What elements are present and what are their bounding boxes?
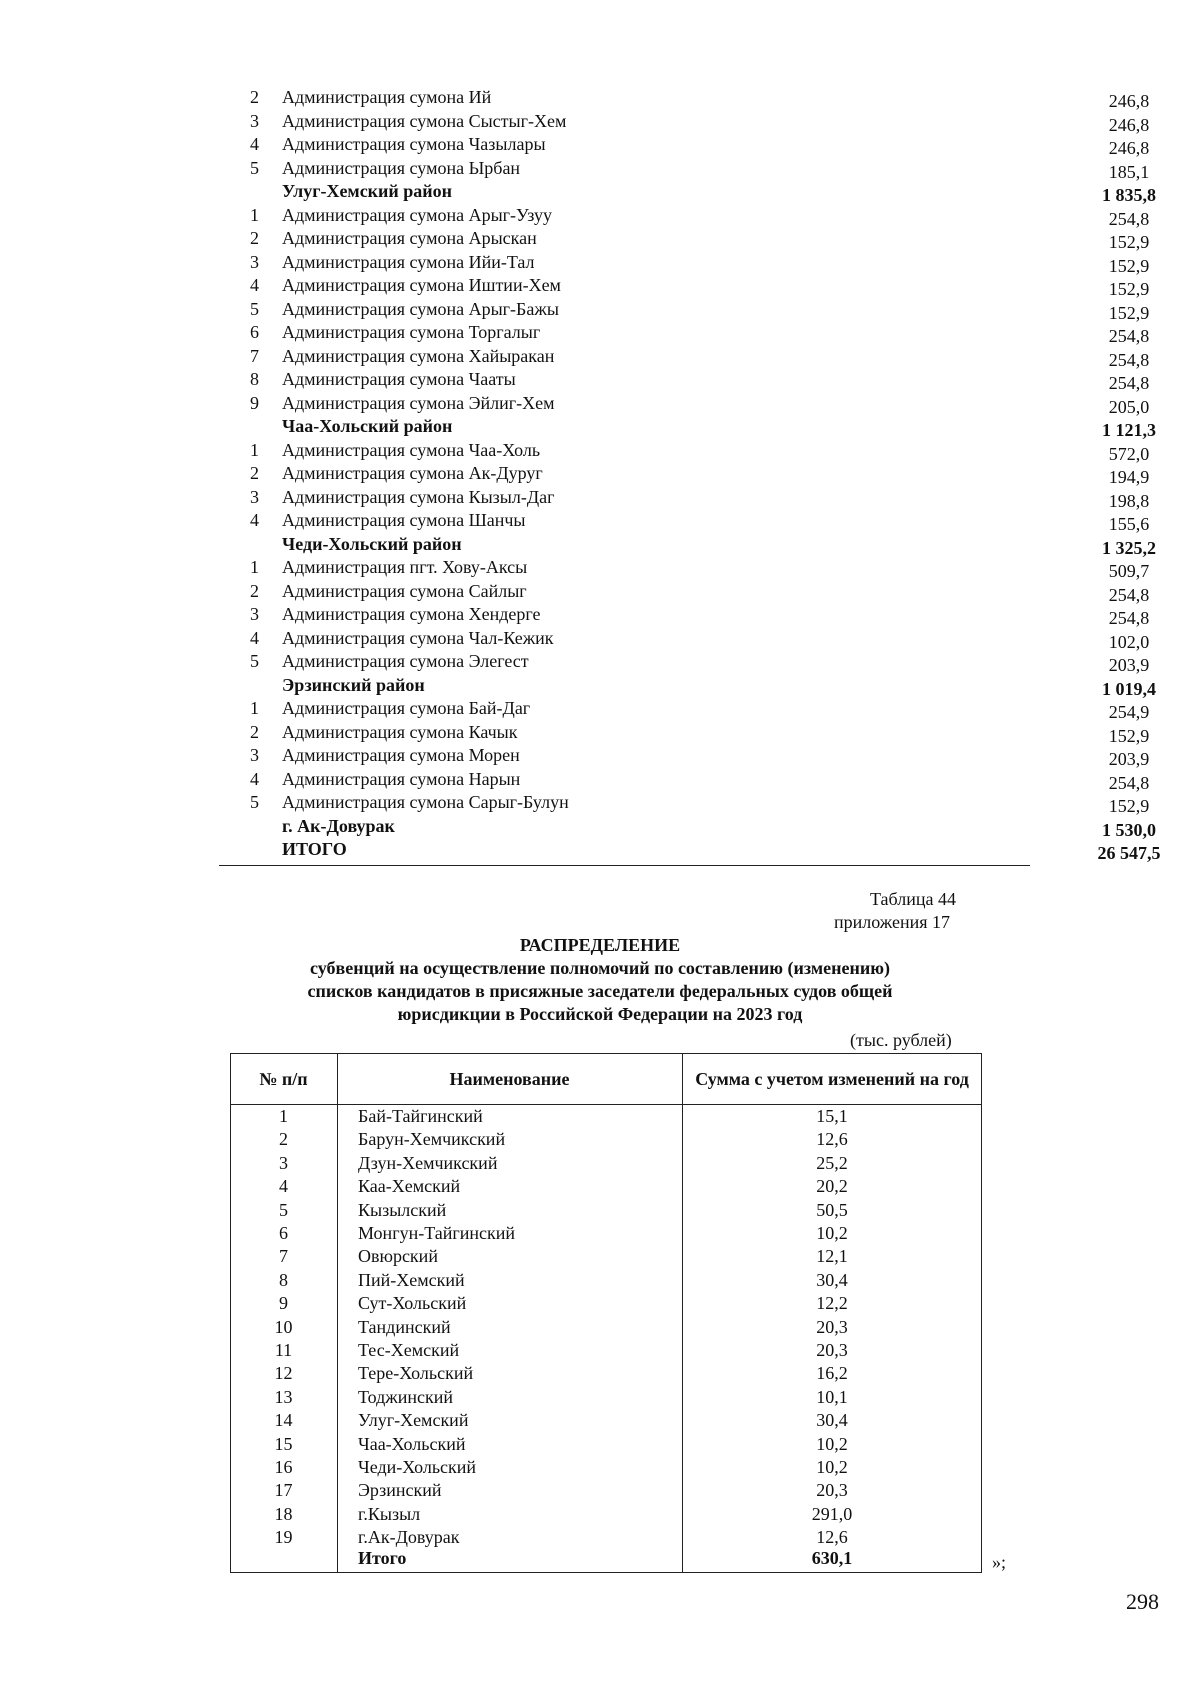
- row-number: 3: [250, 251, 259, 272]
- row-number: 9: [279, 1293, 288, 1314]
- row-name: Администрация сумона Сайлыг: [282, 580, 527, 601]
- row-value: 12,2: [816, 1293, 848, 1314]
- table-row: [230, 1199, 982, 1222]
- row-name: Администрация сумона Чааты: [282, 369, 516, 389]
- row-number: 7: [279, 1246, 288, 1267]
- row-number: 7: [250, 345, 259, 366]
- table-row: [219, 251, 1150, 276]
- row-name: г.Кызыл: [358, 1503, 421, 1524]
- table-row: [219, 838, 1161, 863]
- row-value: 10,2: [816, 1457, 848, 1477]
- row-number: 2: [279, 1129, 288, 1150]
- row-number: 2: [250, 228, 259, 248]
- row-value: 102,0: [1108, 631, 1150, 652]
- row-number: 4: [250, 768, 259, 789]
- row-value: 152,9: [1108, 255, 1150, 276]
- row-number: 1: [250, 439, 259, 460]
- row-number: 3: [250, 745, 259, 765]
- table-row: [219, 204, 1150, 229]
- row-name: Бай-Тайгинский: [358, 1106, 483, 1126]
- row-number: 4: [250, 134, 259, 154]
- row-name: Администрация сумона Ырбан: [282, 157, 521, 178]
- row-value: 20,2: [816, 1176, 848, 1197]
- total-value: 630,1: [811, 1548, 853, 1568]
- row-value: 246,8: [1108, 91, 1150, 111]
- table-row: [219, 462, 1150, 487]
- table-row: [219, 157, 1150, 182]
- table-row: [219, 556, 1150, 581]
- row-number: 13: [274, 1386, 293, 1407]
- row-number: 6: [250, 322, 259, 342]
- row-number: 5: [250, 651, 259, 671]
- table-row: [230, 1128, 982, 1151]
- table-row: [219, 603, 1150, 628]
- table-row: [219, 392, 1150, 417]
- row-value: 254,8: [1108, 772, 1150, 793]
- row-value: 20,3: [816, 1316, 848, 1337]
- table-row: [219, 486, 1150, 511]
- row-value: 12,1: [816, 1246, 848, 1267]
- row-value: 30,4: [816, 1410, 848, 1431]
- row-name: Администрация сумона Хендерге: [282, 604, 541, 624]
- row-name: Администрация сумона Арыг-Узуу: [282, 204, 552, 225]
- page-number: 298: [1126, 1589, 1159, 1614]
- row-value: 205,0: [1108, 396, 1150, 417]
- appendix-label: приложения 17: [834, 912, 951, 932]
- table-row: [219, 321, 1150, 346]
- row-value: 20,3: [816, 1340, 848, 1360]
- row-name: Чеди-Хольский: [358, 1457, 477, 1477]
- row-number: 3: [279, 1152, 288, 1173]
- table-row: [219, 697, 1150, 722]
- row-value: 16,2: [816, 1363, 848, 1384]
- row-name: Администрация сумона Кызыл-Даг: [282, 486, 555, 507]
- row-name: Тес-Хемский: [358, 1340, 460, 1360]
- row-value: 254,8: [1108, 608, 1150, 628]
- row-value: 152,9: [1108, 302, 1150, 323]
- row-value: 20,3: [816, 1480, 848, 1501]
- continuation-table: [219, 86, 1161, 866]
- row-number: 2: [250, 87, 259, 107]
- subvention-table: [230, 1053, 982, 1573]
- table-row: [219, 533, 1156, 558]
- header-name: Наименование: [449, 1068, 570, 1089]
- table-row: [230, 1456, 982, 1479]
- header-sum: Сумма с учетом изменений на год: [695, 1068, 969, 1089]
- subtitle-line-3: юрисдикции в Российской Федерации на 2023 год: [397, 1004, 803, 1024]
- row-value: 246,8: [1108, 138, 1150, 158]
- row-name: г. Ак-Довурак: [282, 815, 395, 836]
- row-name: Администрация сумона Шанчы: [282, 510, 526, 530]
- table-row: [219, 227, 1150, 252]
- subtitle-line-1: субвенций на осуществление полномочий по составлению (изменению): [309, 958, 890, 978]
- row-name: Тандинский: [358, 1316, 451, 1337]
- row-name: Тере-Хольский: [358, 1363, 474, 1384]
- row-number: 4: [279, 1176, 288, 1197]
- table-row: [219, 110, 1150, 135]
- row-number: 1: [250, 557, 259, 577]
- table-row: [230, 1292, 982, 1315]
- row-number: 5: [250, 792, 259, 812]
- row-name: Администрация сумона Сарыг-Булун: [282, 792, 569, 812]
- row-value: 254,8: [1108, 326, 1150, 346]
- row-name: Администрация сумона Нарын: [282, 768, 521, 789]
- row-value: 1 019,4: [1102, 678, 1156, 699]
- row-value: 198,8: [1108, 490, 1150, 511]
- row-value: 152,9: [1108, 725, 1150, 746]
- row-name: Администрация сумона Арыскан: [282, 228, 537, 248]
- row-value: 1 530,0: [1102, 819, 1156, 840]
- row-value: 185,1: [1108, 161, 1150, 182]
- table-row: [219, 815, 1156, 840]
- row-name: Сут-Хольский: [358, 1293, 467, 1314]
- total-label: Итого: [358, 1548, 407, 1568]
- row-name: Улуг-Хемский: [358, 1410, 469, 1431]
- total-row: [230, 1547, 982, 1570]
- row-number: 9: [250, 392, 259, 413]
- row-number: 3: [250, 110, 259, 131]
- row-value: 30,4: [816, 1269, 848, 1290]
- row-number: 3: [250, 486, 259, 507]
- row-name: Администрация сумона Ийи-Тал: [282, 251, 535, 272]
- row-name: Кызылский: [358, 1199, 447, 1220]
- row-name: Администрация сумона Ий: [282, 87, 492, 107]
- row-value: 12,6: [816, 1129, 848, 1150]
- row-number: 17: [274, 1480, 293, 1501]
- table-row: [219, 721, 1150, 746]
- row-value: 254,9: [1108, 702, 1150, 722]
- row-number: 12: [274, 1363, 293, 1384]
- row-name: Администрация сумона Эйлиг-Хем: [282, 392, 555, 413]
- table-row: [230, 1362, 982, 1385]
- row-name: Чаа-Хольский: [358, 1433, 466, 1454]
- table-row: [219, 86, 1150, 111]
- table-row: [230, 1409, 982, 1432]
- row-number: 5: [279, 1199, 288, 1220]
- row-name: Чаа-Хольский район: [282, 416, 453, 436]
- table-row: [219, 298, 1150, 323]
- row-number: 5: [250, 298, 259, 319]
- row-value: 203,9: [1108, 749, 1150, 769]
- table-row: [230, 1245, 982, 1268]
- row-value: 50,5: [816, 1199, 848, 1220]
- row-number: 6: [279, 1223, 288, 1243]
- table-row: [230, 1433, 982, 1456]
- table-row: [219, 415, 1156, 440]
- table-row: [219, 744, 1150, 769]
- table-row: [230, 1479, 982, 1502]
- table-row: [230, 1222, 982, 1245]
- row-name: Администрация сумона Торгалыг: [282, 322, 541, 342]
- row-number: 1: [279, 1106, 288, 1126]
- row-value: 254,8: [1108, 373, 1150, 393]
- row-value: 12,6: [816, 1527, 848, 1548]
- row-number: 2: [250, 463, 259, 483]
- row-value: 25,2: [816, 1152, 848, 1173]
- row-value: 254,8: [1108, 208, 1150, 229]
- row-name: Овюрский: [358, 1246, 438, 1267]
- row-value: 152,9: [1108, 279, 1150, 299]
- row-name: Администрация сумона Чазылары: [282, 134, 546, 154]
- row-value: 155,6: [1108, 514, 1150, 534]
- row-value: 203,9: [1108, 655, 1150, 675]
- table-number-label: Таблица 44: [870, 889, 956, 909]
- row-name: Администрация сумона Качык: [282, 721, 518, 742]
- row-name: Администрация сумона Чал-Кежик: [282, 627, 554, 648]
- row-value: 509,7: [1108, 561, 1150, 581]
- table-row: [219, 674, 1156, 699]
- row-number: 1: [250, 698, 259, 718]
- table-row: [219, 580, 1150, 605]
- header-number: № п/п: [259, 1068, 308, 1089]
- table-row: [219, 274, 1150, 299]
- table-row: [219, 368, 1150, 393]
- row-number: 2: [250, 580, 259, 601]
- row-name: Администрация пгт. Хову-Аксы: [282, 557, 528, 577]
- table-row: [219, 791, 1150, 816]
- row-name: ИТОГО: [282, 839, 347, 859]
- row-number: 14: [274, 1410, 293, 1431]
- row-value: 572,0: [1108, 443, 1150, 464]
- table-row: [230, 1175, 982, 1198]
- row-number: 19: [274, 1527, 293, 1548]
- row-value: 10,2: [816, 1433, 848, 1454]
- row-number: 4: [250, 275, 259, 295]
- row-name: Администрация сумона Морен: [282, 745, 520, 765]
- table-row: [219, 650, 1150, 675]
- subtitle-line-2: списков кандидатов в присяжные заседатели федеральных судов общей: [307, 981, 893, 1001]
- row-name: Пий-Хемский: [358, 1269, 465, 1290]
- row-value: 1 835,8: [1102, 185, 1156, 205]
- row-number: 18: [274, 1503, 293, 1524]
- table-row: [230, 1269, 982, 1292]
- document-title: РАСПРЕДЕЛЕНИЕ: [519, 935, 681, 955]
- row-value: 152,9: [1108, 232, 1150, 252]
- table-row: [230, 1152, 982, 1175]
- row-value: 254,8: [1108, 584, 1150, 605]
- table-row: [230, 1386, 982, 1409]
- units-label: (тыс. рублей): [850, 1030, 952, 1050]
- row-number: 8: [250, 369, 259, 389]
- row-name: Администрация сумона Ак-Дуруг: [282, 463, 543, 483]
- row-value: 1 121,3: [1102, 420, 1156, 440]
- row-value: 246,8: [1108, 114, 1150, 135]
- closing-quote: »;: [992, 1552, 1007, 1572]
- table-row: [219, 509, 1150, 534]
- row-name: Монгун-Тайгинский: [358, 1223, 516, 1243]
- row-name: Администрация сумона Элегест: [282, 651, 529, 671]
- row-value: 15,1: [816, 1106, 848, 1126]
- row-number: 4: [250, 627, 259, 648]
- row-name: Эрзинский район: [282, 674, 425, 695]
- row-name: Чеди-Хольский район: [282, 533, 462, 554]
- row-value: 152,9: [1108, 796, 1150, 816]
- row-number: 2: [250, 721, 259, 742]
- row-number: 15: [274, 1433, 293, 1454]
- row-number: 11: [274, 1340, 293, 1360]
- row-number: 5: [250, 157, 259, 178]
- table-row: [219, 133, 1150, 158]
- table-row: [219, 180, 1156, 205]
- row-value: 10,1: [816, 1386, 848, 1407]
- row-number: 4: [250, 510, 259, 530]
- row-name: Тоджинский: [358, 1386, 453, 1407]
- row-number: 10: [274, 1316, 293, 1337]
- row-name: г.Ак-Довурак: [358, 1527, 460, 1548]
- table-row: [219, 627, 1150, 652]
- row-name: Каа-Хемский: [358, 1176, 461, 1197]
- table-row: [219, 345, 1150, 370]
- row-value: 1 325,2: [1102, 537, 1156, 558]
- table-row: [219, 768, 1150, 793]
- row-name: Эрзинский: [358, 1480, 442, 1501]
- row-name: Администрация сумона Сыстыг-Хем: [282, 110, 567, 131]
- row-name: Дзун-Хемчикский: [358, 1152, 498, 1173]
- row-value: 291,0: [811, 1503, 853, 1524]
- row-name: Администрация сумона Хайыракан: [282, 345, 555, 366]
- row-name: Администрация сумона Бай-Даг: [282, 698, 531, 718]
- table-row: [219, 439, 1150, 464]
- row-number: 1: [250, 204, 259, 225]
- row-number: 16: [274, 1457, 293, 1477]
- row-name: Администрация сумона Иштии-Хем: [282, 275, 561, 295]
- row-name: Барун-Хемчикский: [358, 1129, 506, 1150]
- row-number: 8: [279, 1269, 288, 1290]
- table-row: [230, 1503, 982, 1526]
- row-number: 3: [250, 604, 259, 624]
- row-value: 254,8: [1108, 349, 1150, 370]
- row-name: Улуг-Хемский район: [282, 181, 453, 201]
- row-value: 10,2: [816, 1223, 848, 1243]
- table-row: [230, 1339, 982, 1362]
- table-row: [230, 1316, 982, 1339]
- row-value: 194,9: [1108, 467, 1150, 487]
- row-name: Администрация сумона Чаа-Холь: [282, 439, 541, 460]
- row-name: Администрация сумона Арыг-Бажы: [282, 298, 559, 319]
- table-row: [230, 1105, 982, 1128]
- row-value: 26 547,5: [1097, 843, 1161, 863]
